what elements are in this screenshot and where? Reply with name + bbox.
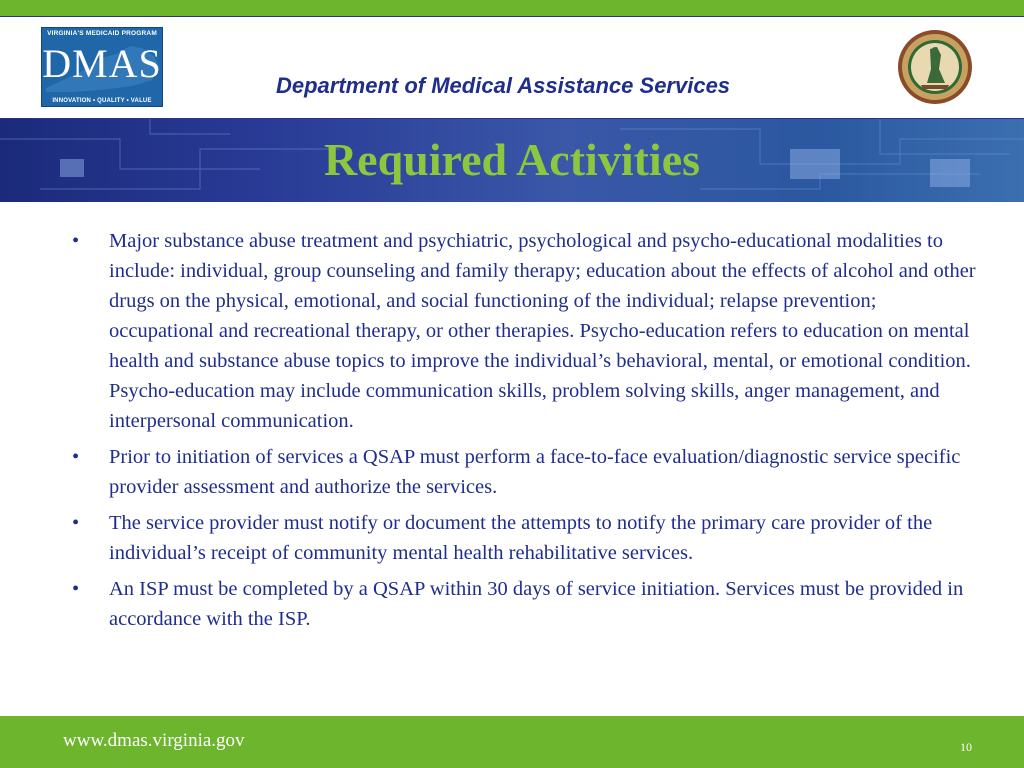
- virginia-state-seal-icon: [897, 29, 973, 105]
- bullet-text: An ISP must be completed by a QSAP within 30 days of service initiation. Services must be provided in accordance with the ISP.: [109, 578, 964, 630]
- page-number: 10: [960, 740, 972, 754]
- bullet-text: Major substance abuse treatment and psychiatric, psychological and psycho-educational modalities to include: individual, group counseling and family therapy; education about the effects of alcohol and other drugs on the physical, emotional, and social functioning of the individual; relapse prevention; occupational and recreational therapy, or other therapies. Psycho-education refers to education on mental health and substance abuse topics to improve the individual’s behavioral, mental, or emotional condition. Psycho-education may include communication skills, problem solving skills, anger management, and interpersonal communication.: [109, 230, 976, 432]
- header: [0, 16, 1024, 119]
- top-accent-bar: [0, 0, 1024, 16]
- content-area: [60, 226, 980, 640]
- list-item: [60, 508, 980, 568]
- bullet-text: The service provider must notify or document the attempts to notify the primary care provider of the individual’s receipt of community mental health rehabilitative services.: [109, 512, 933, 564]
- title-band: [0, 119, 1024, 202]
- list-item: [60, 574, 980, 634]
- logo-bottom-text: INNOVATION • QUALITY • VALUE: [52, 98, 152, 104]
- slide-title: Required Activities: [323, 134, 701, 185]
- bullet-icon: •: [72, 578, 80, 600]
- department-title: Department of Medical Assistance Services: [276, 73, 731, 98]
- footer-url-link[interactable]: www.dmas.virginia.gov: [63, 730, 245, 751]
- list-item: [60, 442, 980, 502]
- list-item: [60, 226, 980, 436]
- dmas-logo: [41, 27, 163, 107]
- footer: [0, 716, 1024, 768]
- bullet-text: Prior to initiation of services a QSAP must perform a face-to-face evaluation/diagnostic service specific provider assessment and authorize the services.: [109, 446, 961, 498]
- logo-top-text: VIRGINIA'S MEDICAID PROGRAM: [47, 30, 157, 37]
- bullet-icon: •: [72, 512, 80, 534]
- bullet-icon: •: [72, 446, 80, 468]
- bullet-icon: •: [72, 230, 80, 252]
- bullet-list: [60, 226, 980, 634]
- logo-main-text: DMAS: [42, 41, 162, 86]
